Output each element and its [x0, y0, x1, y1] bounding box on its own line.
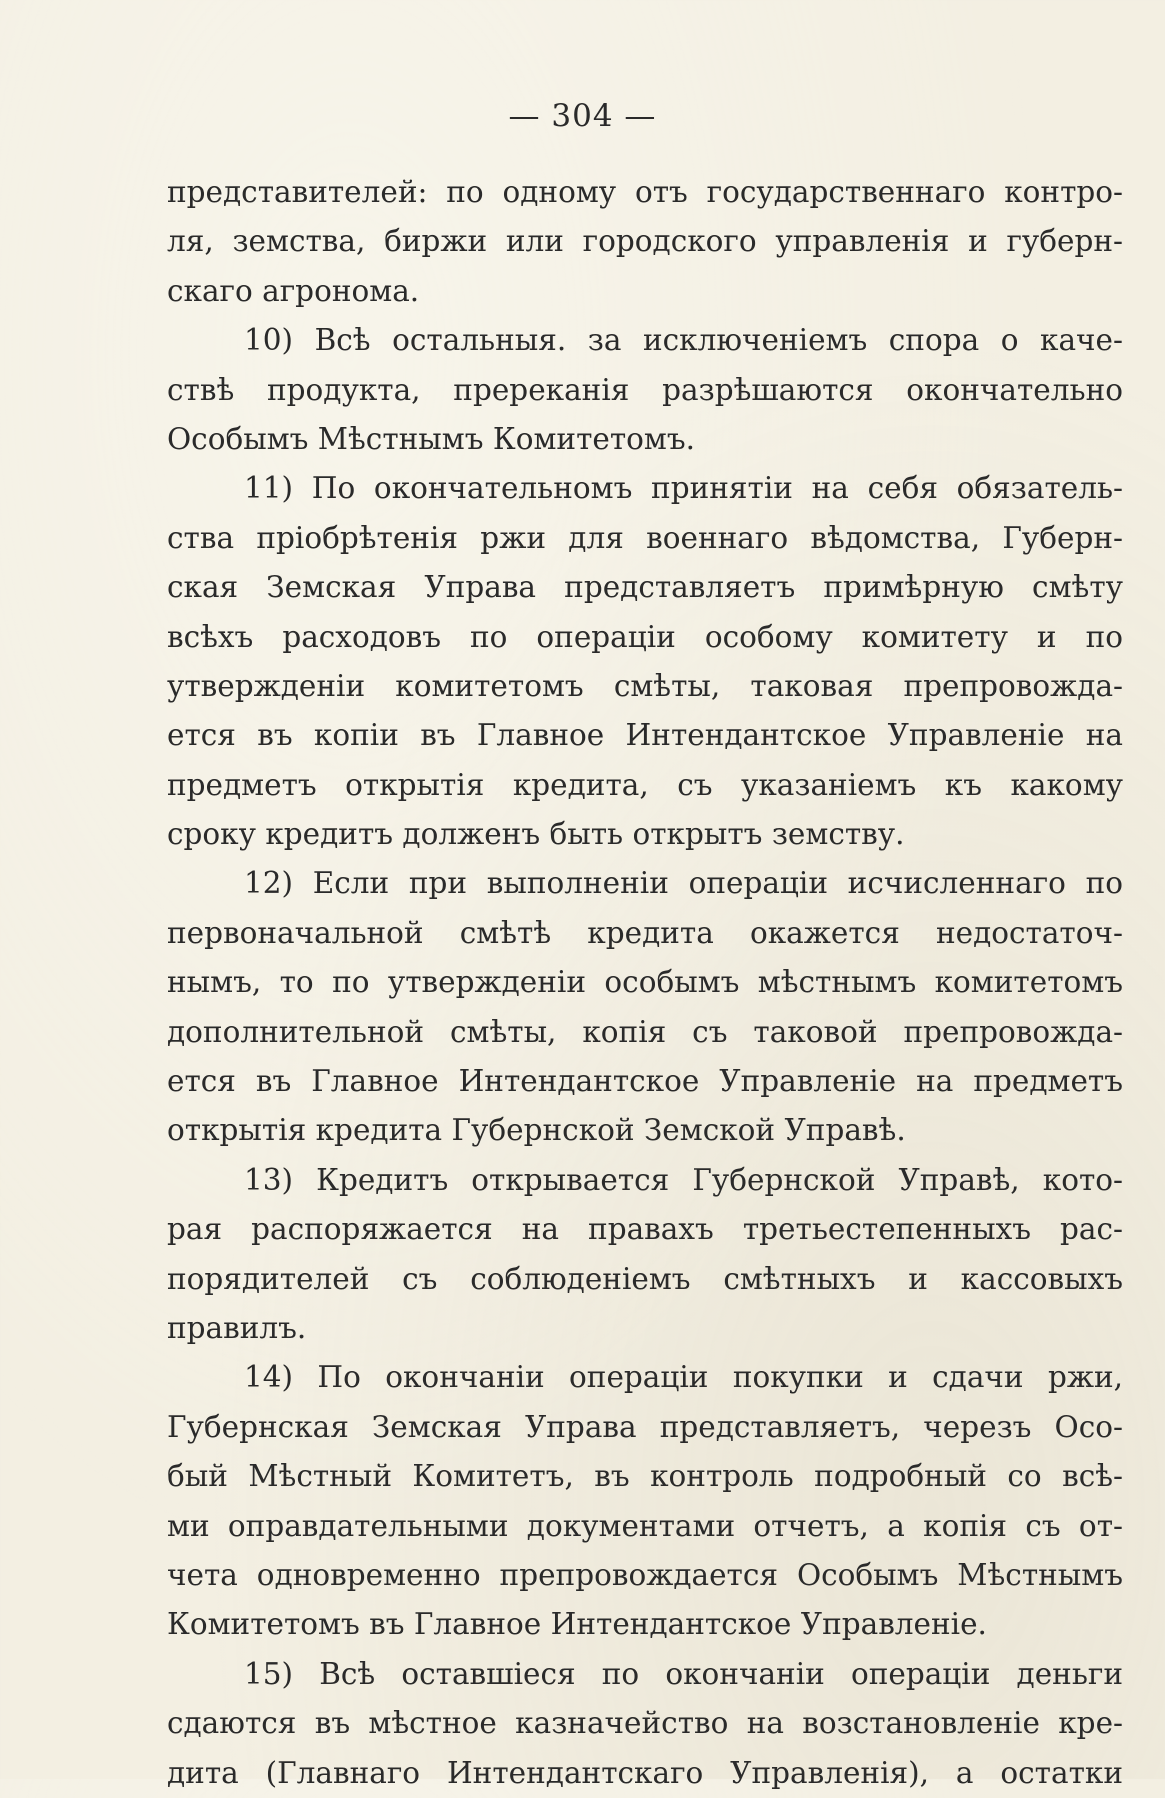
text-line: бый Мѣстный Комитетъ, въ контроль подробный со всѣ-: [167, 1459, 1123, 1494]
text-line: открытія кредита Губернской Земской Управѣ.: [167, 1113, 906, 1148]
text-line: ствѣ продукта, пререканія разрѣшаются окончательно: [167, 372, 1123, 407]
text-line: ства пріобрѣтенія ржи для военнаго вѣдомства, Губерн-: [167, 520, 1123, 555]
text-line: нымъ, то по утвержденіи особымъ мѣстнымъ комитетомъ: [167, 965, 1123, 1000]
text-line: ется въ копіи въ Главное Интендантское Управленіе на: [167, 718, 1123, 753]
text-line: скаго агронома.: [167, 273, 420, 308]
text-line: ля, земства, биржи или городского управленія и губерн-: [167, 224, 1123, 259]
text-line: ми оправдательными документами отчетъ, а копія съ от-: [167, 1508, 1123, 1543]
text-line: чета одновременно препровождается Особымъ Мѣстнымъ: [167, 1557, 1123, 1592]
text-line: предметъ открытія кредита, съ указаніемъ къ какому: [167, 767, 1123, 802]
text-line: первоначальной смѣтѣ кредита окажется недостаточ-: [167, 915, 1123, 950]
text-line: всѣхъ расходовъ по операціи особому комитету и по: [167, 619, 1123, 654]
text-line: правилъ.: [167, 1310, 307, 1345]
text-line: порядителей съ соблюденіемъ смѣтныхъ и кассовыхъ: [167, 1261, 1123, 1296]
text-line: представителей: по одному отъ государственнаго контро-: [167, 175, 1123, 209]
text-line: ется въ Главное Интендантское Управленіе на предметъ: [167, 1064, 1123, 1099]
text-line: Особымъ Мѣстнымъ Комитетомъ.: [167, 421, 696, 456]
text-line: дита (Главнаго Интендантскаго Управленія), а остатки: [167, 1755, 1123, 1790]
text-line: 10) Всѣ остальныя. за исключеніемъ спора о каче-: [244, 323, 1123, 358]
text-line: утвержденіи комитетомъ смѣты, таковая препровожда-: [167, 668, 1123, 703]
text-line: Губернская Земская Управа представляетъ, черезъ Осо-: [167, 1409, 1123, 1444]
text-line: сроку кредитъ долженъ быть открытъ земству.: [167, 817, 905, 852]
text-line: 12) Если при выполненіи операціи исчисленнаго по: [244, 866, 1123, 901]
text-line: рая распоряжается на правахъ третьестепенныхъ рас-: [167, 1212, 1123, 1247]
text-line: 15) Всѣ оставшіеся по окончаніи операціи деньги: [244, 1656, 1123, 1691]
text-line: Комитетомъ въ Главное Интендантское Управленіе.: [167, 1607, 987, 1642]
text-line: ская Земская Управа представляетъ примѣрную смѣту: [167, 570, 1123, 605]
body-text: [167, 168, 1123, 1798]
page-number: — 304 —: [508, 98, 657, 134]
text-line: сдаются въ мѣстное казначейство на возстановленіе кре-: [167, 1706, 1123, 1741]
text-line: дополнительной смѣты, копія съ таковой препровожда-: [167, 1014, 1123, 1049]
text-line: 14) По окончаніи операціи покупки и сдачи ржи,: [244, 1360, 1123, 1395]
text-line: 13) Кредитъ открывается Губернской Управѣ, кото-: [244, 1162, 1123, 1197]
text-line: 11) По окончательномъ принятіи на себя обязатель-: [244, 471, 1123, 506]
